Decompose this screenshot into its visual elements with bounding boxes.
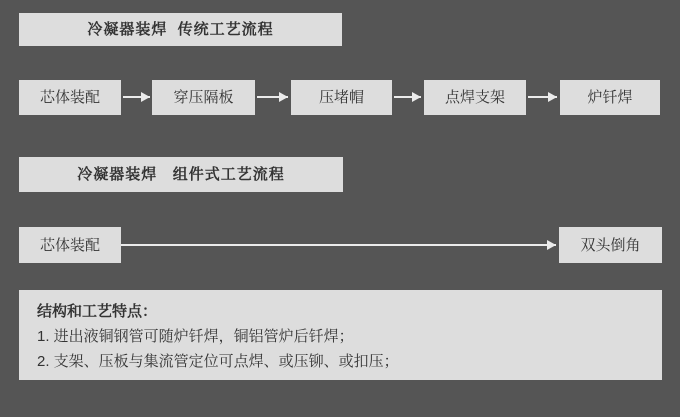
step-press-cap: 压堵帽: [291, 80, 392, 115]
step-press-partition: 穿压隔板: [152, 80, 255, 115]
step-furnace-brazing: 炉钎焊: [560, 80, 660, 115]
flow-arrow-long-icon: [121, 244, 556, 246]
flow-arrow-icon: [394, 96, 421, 98]
step-double-chamfer: 双头倒角: [559, 227, 662, 263]
traditional-flow-title: 冷凝器装焊 传统工艺流程: [19, 13, 342, 46]
flow-arrow-icon: [528, 96, 557, 98]
step-core-assembly-modular: 芯体装配: [19, 227, 121, 263]
notes-title: 结构和工艺特点：: [37, 303, 158, 320]
flow-arrow-icon: [123, 96, 150, 98]
modular-flow-title: 冷凝器装焊 组件式工艺流程: [19, 157, 343, 192]
flow-arrow-icon: [257, 96, 288, 98]
notes-panel: [19, 290, 662, 380]
step-core-assembly: 芯体装配: [19, 80, 121, 115]
note-item-1: 1. 进出液铜钢管可随炉钎焊，铜铝管炉后钎焊；: [37, 328, 354, 345]
note-item-2: 2. 支架、压板与集流管定位可点焊、或压铆、或扣压；: [37, 353, 399, 370]
step-spot-weld-bracket: 点焊支架: [424, 80, 526, 115]
